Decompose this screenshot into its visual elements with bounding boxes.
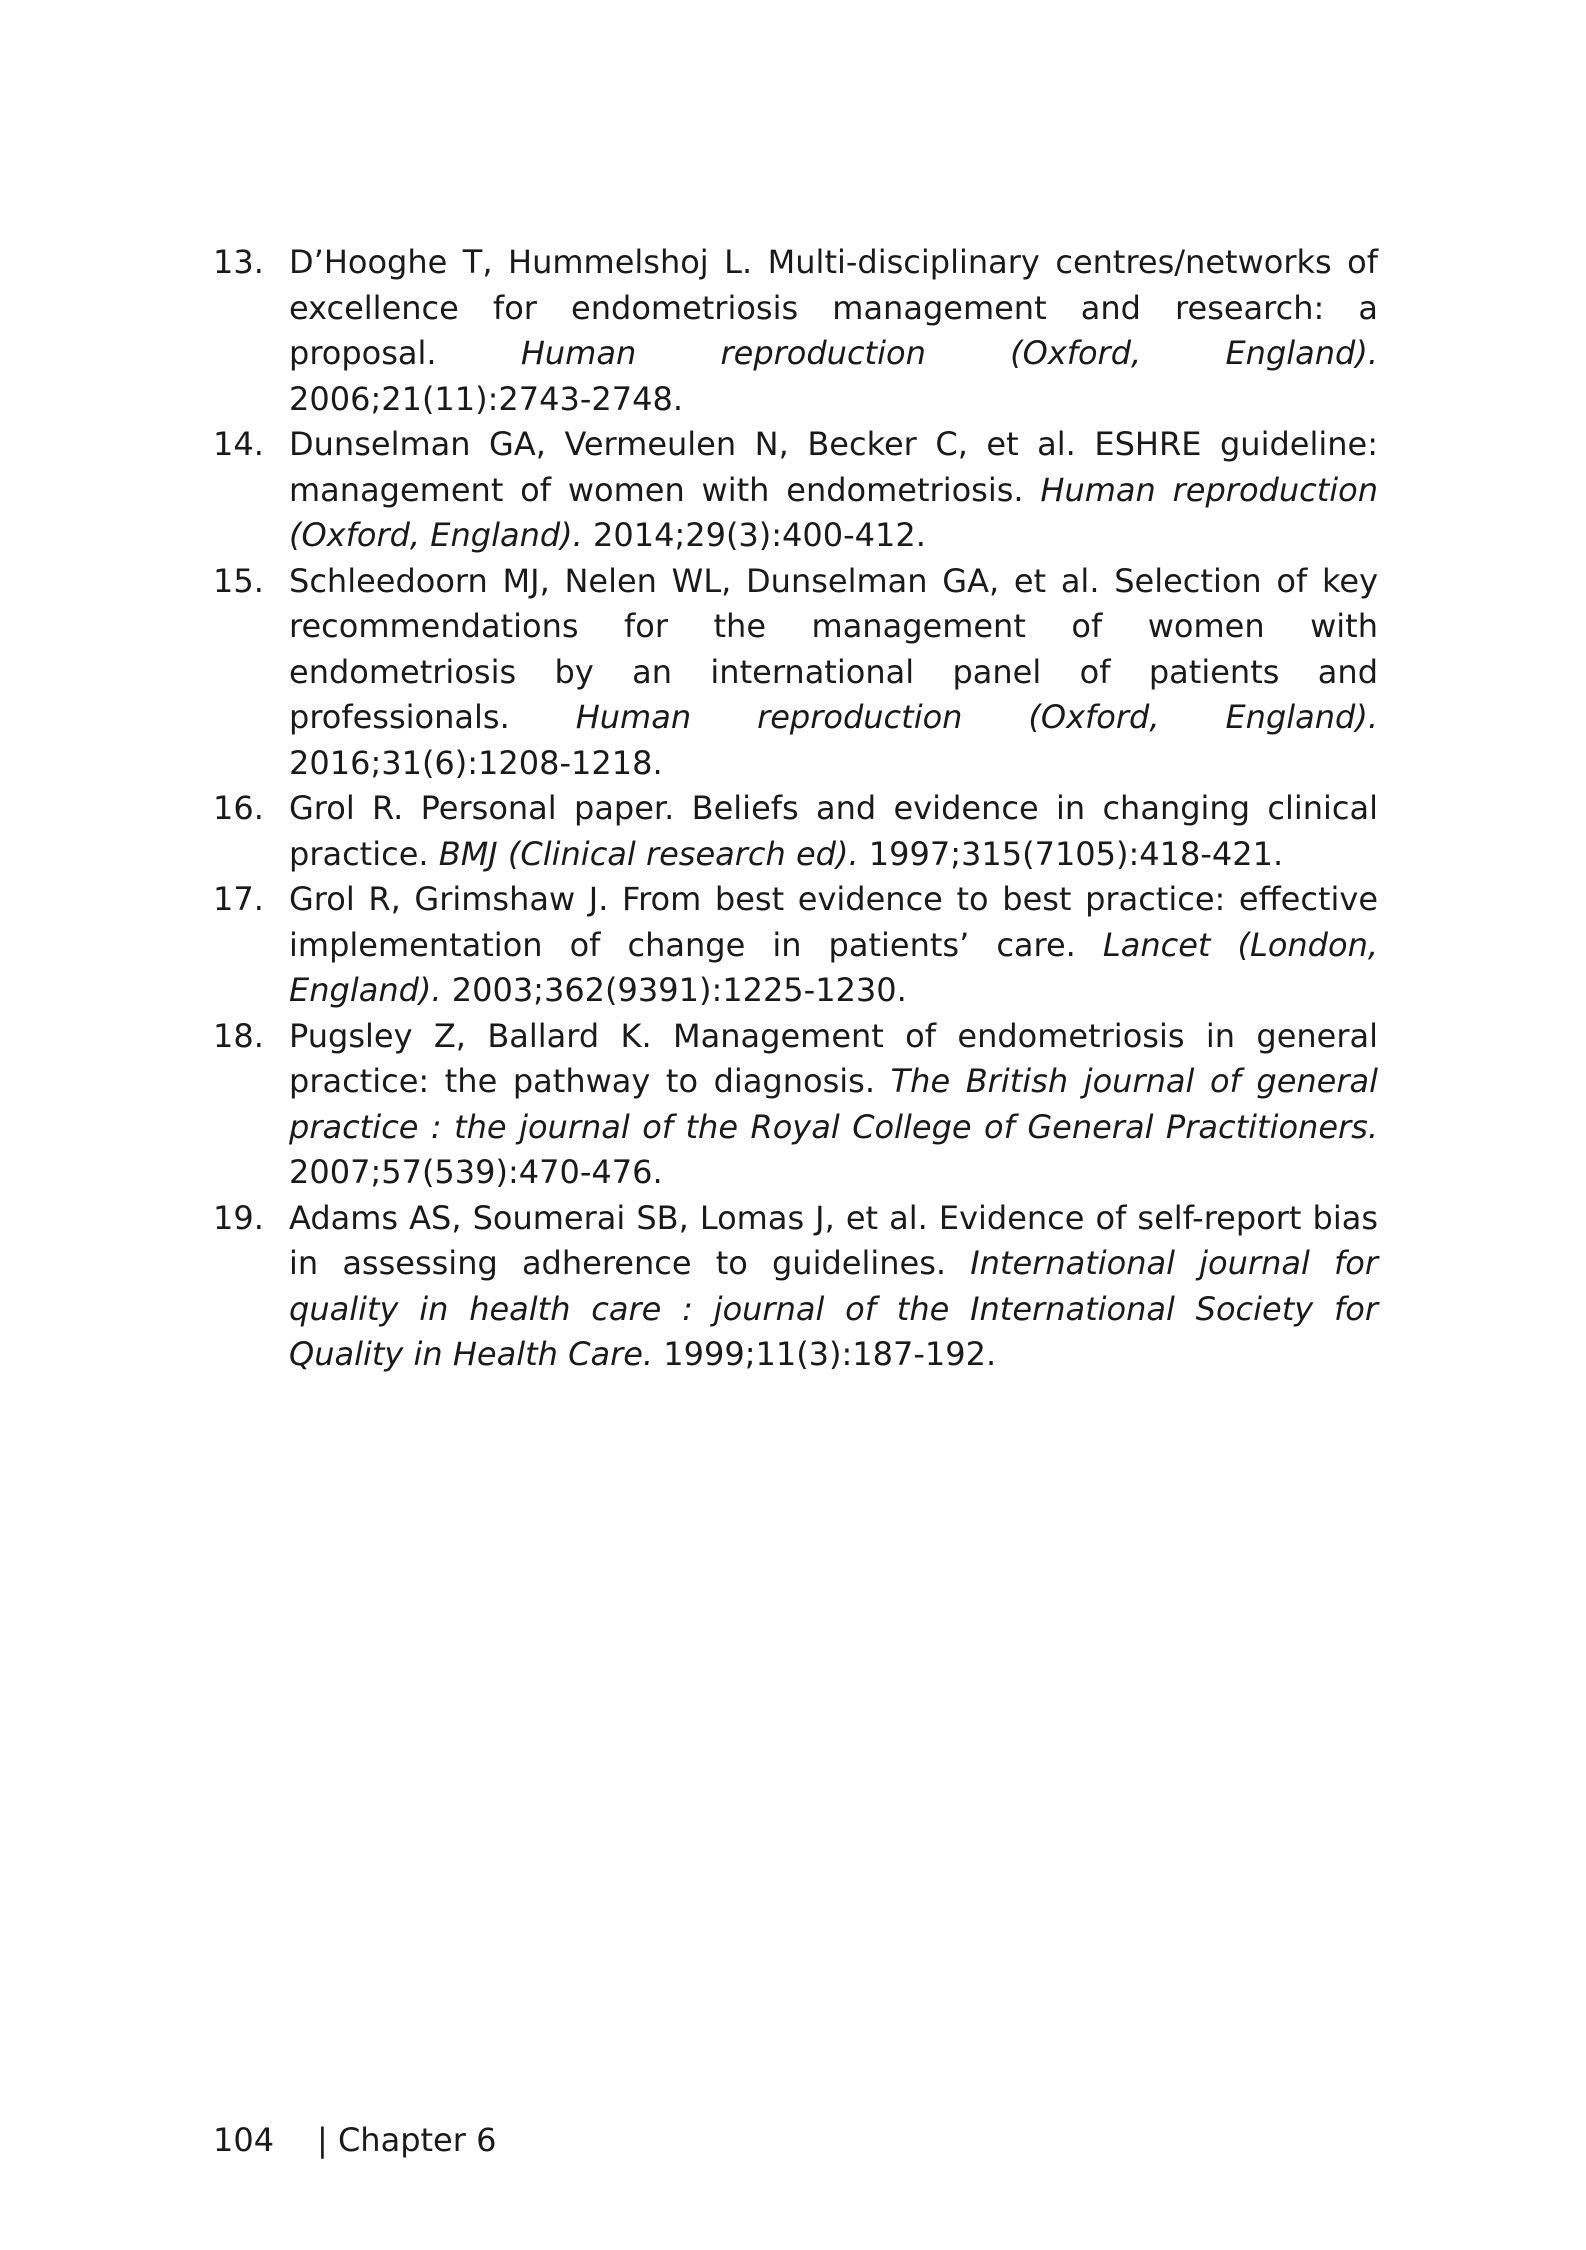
reference-16 — [213, 786, 1378, 877]
reference-text — [289, 1196, 1378, 1378]
reference-text — [289, 422, 1378, 559]
reference-details: 2006;21(11):2743-2748. — [289, 379, 683, 418]
reference-journal: Human reproduction (Oxford, England). — [289, 470, 1379, 554]
reference-list — [213, 240, 1378, 1378]
reference-authors: D’Hooghe T, Hummelshoj L. Multi-disciplinary centres/networks of excellence for endometriosis management and research: a proposal. — [289, 243, 1378, 372]
reference-details: 2007;57(539):470-476. — [289, 1153, 663, 1191]
reference-number: 18. — [213, 1016, 264, 1055]
reference-number: 19. — [213, 1198, 264, 1237]
chapter-label: | Chapter 6 — [317, 2121, 497, 2159]
reference-journal: International journal for quality in health care : journal of the International Society for Quality in Health Care. — [289, 1244, 1379, 1373]
reference-authors: Grol R, Grimshaw J. From best evidence to best practice: effective implementation of change in patients’ care. — [289, 880, 1378, 964]
reference-journal: BMJ (Clinical research ed). — [438, 834, 859, 873]
reference-details: 2016;31(6):1208-1218. — [289, 743, 663, 782]
reference-15 — [213, 559, 1378, 787]
reference-text — [289, 559, 1378, 787]
page-footer — [213, 2118, 496, 2162]
reference-19 — [213, 1196, 1378, 1378]
reference-authors: Schleedoorn MJ, Nelen WL, Dunselman GA, et al. Selection of key recommendations for the management of women with endometriosis by an international panel of patients and professionals. — [289, 561, 1378, 736]
reference-number: 14. — [213, 425, 264, 463]
reference-journal: Human reproduction (Oxford, England). — [520, 334, 1379, 372]
reference-journal: Human reproduction (Oxford, England). — [575, 698, 1379, 736]
reference-authors: Pugsley Z, Ballard K. Management of endometriosis in general practice: the pathway to diagnosis. — [289, 1016, 1378, 1100]
reference-text — [289, 240, 1378, 422]
reference-text — [289, 1014, 1378, 1196]
reference-details: 1999;11(3):187-192. — [663, 1335, 997, 1373]
reference-number: 13. — [213, 243, 264, 281]
reference-details: 2014;29(3):400-412. — [593, 516, 926, 554]
reference-13 — [213, 240, 1378, 422]
reference-text — [289, 877, 1378, 1014]
reference-details: 2003;362(9391):1225-1230. — [451, 971, 907, 1009]
reference-authors: Dunselman GA, Vermeulen N, Becker C, et al. ESHRE guideline: management of women with endometriosis. — [289, 425, 1378, 509]
reference-number: 17. — [213, 880, 264, 918]
reference-18 — [213, 1014, 1378, 1196]
reference-journal: The British journal of general practice : the journal of the Royal College of General Practitioners. — [289, 1062, 1379, 1146]
reference-17 — [213, 877, 1378, 1014]
reference-number: 15. — [213, 561, 264, 600]
reference-details: 1997;315(7105):418-421. — [868, 834, 1284, 873]
reference-text — [289, 786, 1378, 877]
reference-authors: Adams AS, Soumerai SB, Lomas J, et al. Evidence of self-report bias in assessing adherence to guidelines. — [289, 1198, 1378, 1282]
reference-number: 16. — [213, 789, 264, 827]
reference-14 — [213, 422, 1378, 559]
page-number: 104 — [213, 2121, 275, 2159]
reference-authors: Grol R. Personal paper. Beliefs and evidence in changing clinical practice. — [289, 789, 1378, 873]
reference-journal: Lancet (London, England). — [289, 925, 1379, 1009]
